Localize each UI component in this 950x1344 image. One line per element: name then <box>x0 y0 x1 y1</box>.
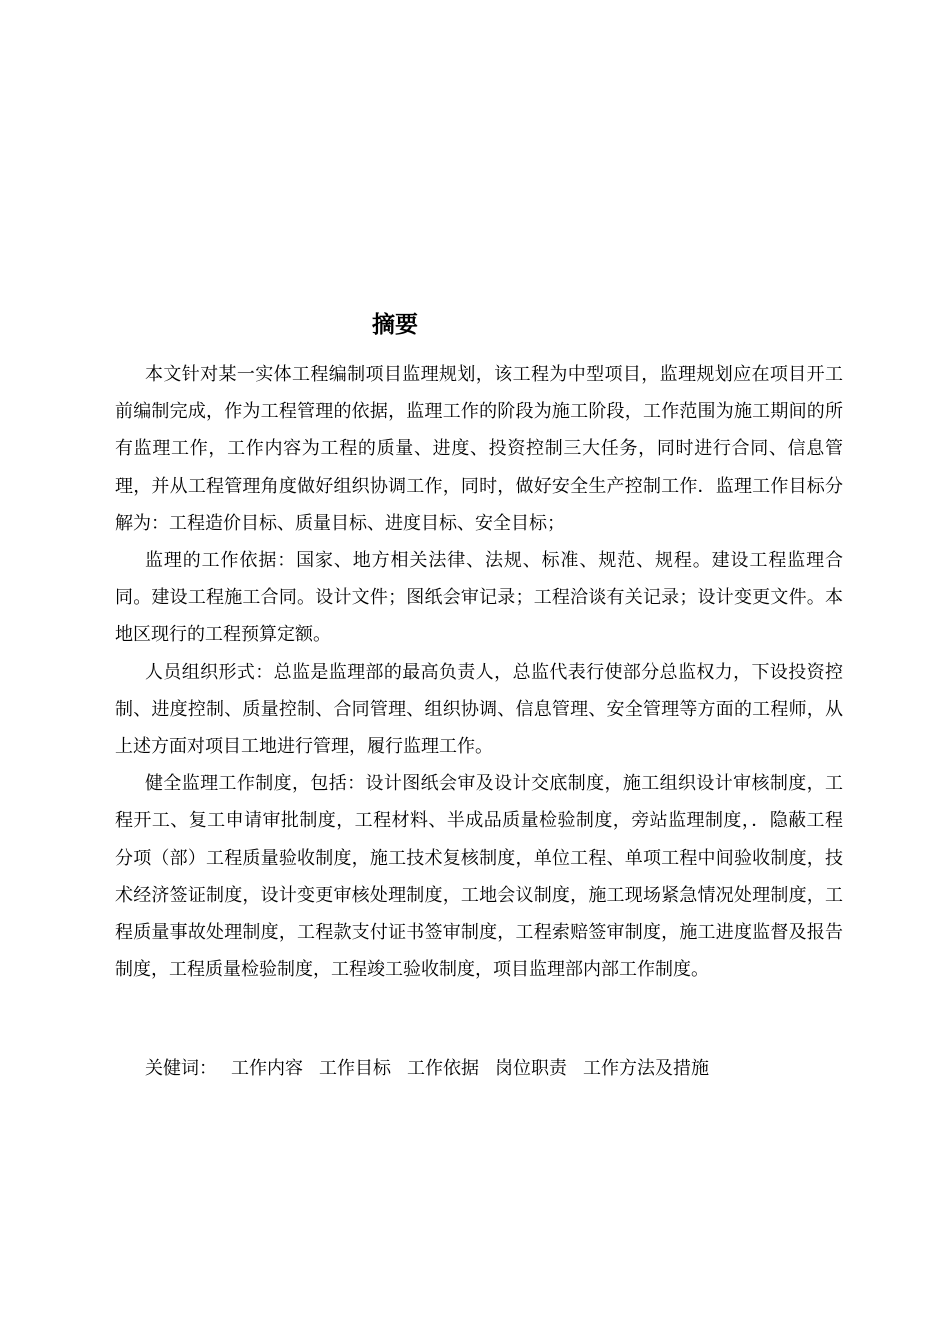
abstract-paragraph-organization: 人员组织形式：总监是监理部的最高负责人，总监代表行使部分总监权力，下设投资控制、进度控制、质量控制、合同管理、组织协调、信息管理、安全管理等方面的工程师，从上述方面对项目工地进行管理，履行监理工作。 <box>115 661 843 758</box>
keywords-label: 关健词： <box>145 1058 217 1079</box>
keyword: 工作依据 <box>407 1058 479 1079</box>
keyword: 岗位职责 <box>495 1058 567 1079</box>
keyword: 工作目标 <box>319 1058 391 1079</box>
abstract-paragraph-systems: 健全监理工作制度，包括：设计图纸会审及设计交底制度，施工组织设计审核制度，工程开工、复工申请审批制度，工程材料、半成品质量检验制度，旁站监理制度，．隐蔽工程分项（部）工程质量验收制度，施工技术复核制度，单位工程、单项工程中间验收制度，技术经济签证制度，设计变更审核处理制度，工地会议制度，施工现场紧急情况处理制度，工程质量事故处理制度，工程款支付证书签审制度，工程索赔签审制度，施工进度监督及报告制度，工程质量检验制度，工程竣工验收制度，项目监理部内部工作制度。 <box>115 773 843 981</box>
keyword: 工作方法及措施 <box>583 1058 709 1079</box>
abstract-body <box>115 356 843 988</box>
abstract-title: 摘要 <box>372 312 418 338</box>
abstract-paragraph-overview: 本文针对某一实体工程编制项目监理规划，该工程为中型项目，监理规划应在项目开工前编制完成，作为工程管理的依据，监理工作的阶段为施工阶段，工作范围为施工期间的所有监理工作，工作内容为工程的质量、进度、投资控制三大任务，同时进行合同、信息管理，并从工程管理角度做好组织协调工作，同时，做好安全生产控制工作．监理工作目标分解为：工程造价目标、质量目标、进度目标、安全目标； <box>115 364 843 534</box>
abstract-paragraph-basis: 监理的工作依据：国家、地方相关法律、法规、标准、规范、规程。建设工程监理合同。建设工程施工合同。设计文件；图纸会审记录；工程洽谈有关记录；设计变更文件。本地区现行的工程预算定额。 <box>115 550 843 646</box>
keyword: 工作内容 <box>231 1058 303 1079</box>
keywords-line <box>145 1052 709 1086</box>
